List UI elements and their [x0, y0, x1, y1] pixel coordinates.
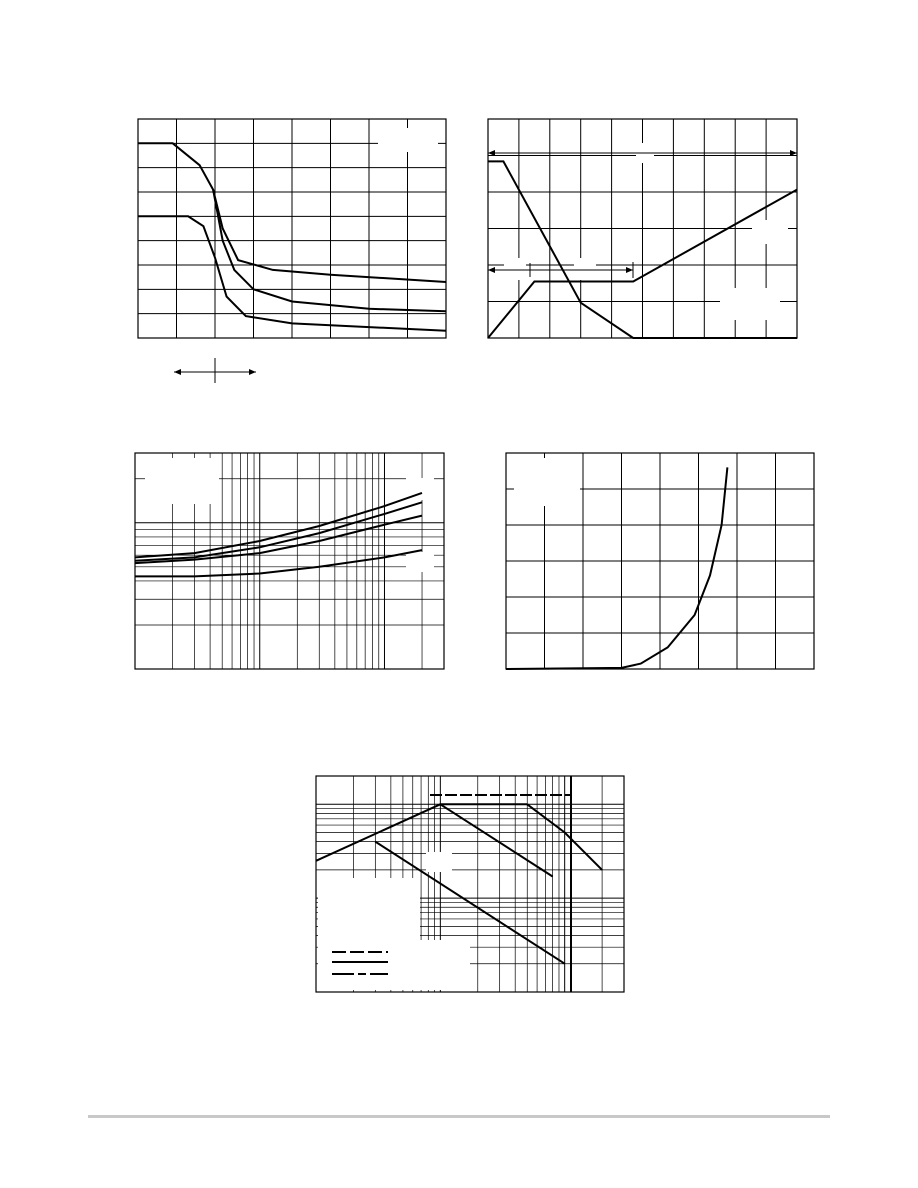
- chart2-label-mask-right: [752, 220, 788, 244]
- chart3-legend-mask: [145, 458, 219, 504]
- chart5-legend-mask-bottom: [318, 940, 470, 990]
- chart1-legend-mask: [378, 128, 438, 152]
- chart4-legend-mask: [514, 458, 580, 506]
- chart-exponential: [506, 453, 814, 669]
- chart1-annotation-arrow-right-head: [249, 369, 256, 375]
- chart2-label-mask-mid2: [574, 258, 596, 280]
- chart2-label-mask-mid1: [504, 258, 526, 280]
- chart-switching-waveform: [488, 119, 797, 338]
- chart-gate-charge: [138, 119, 446, 383]
- chart-safe-operating-area: [316, 776, 624, 992]
- chart3-label-mask-lower: [406, 552, 434, 572]
- chart2-interval-arrow-left-head: [488, 267, 495, 273]
- chart5-label-mask: [426, 852, 452, 872]
- chart5-legend-mask-top: [318, 878, 420, 940]
- chart2-interval-arrow-right-head: [626, 267, 633, 273]
- chart1-series-2-line: [213, 190, 446, 312]
- chart1-annotation-arrow-left-head: [174, 369, 181, 375]
- chart2-label-mask-bottom: [720, 288, 780, 320]
- footer-rule: [88, 1115, 830, 1118]
- chart-log-curves: [135, 453, 444, 669]
- chart5-series-3-line: [440, 804, 552, 876]
